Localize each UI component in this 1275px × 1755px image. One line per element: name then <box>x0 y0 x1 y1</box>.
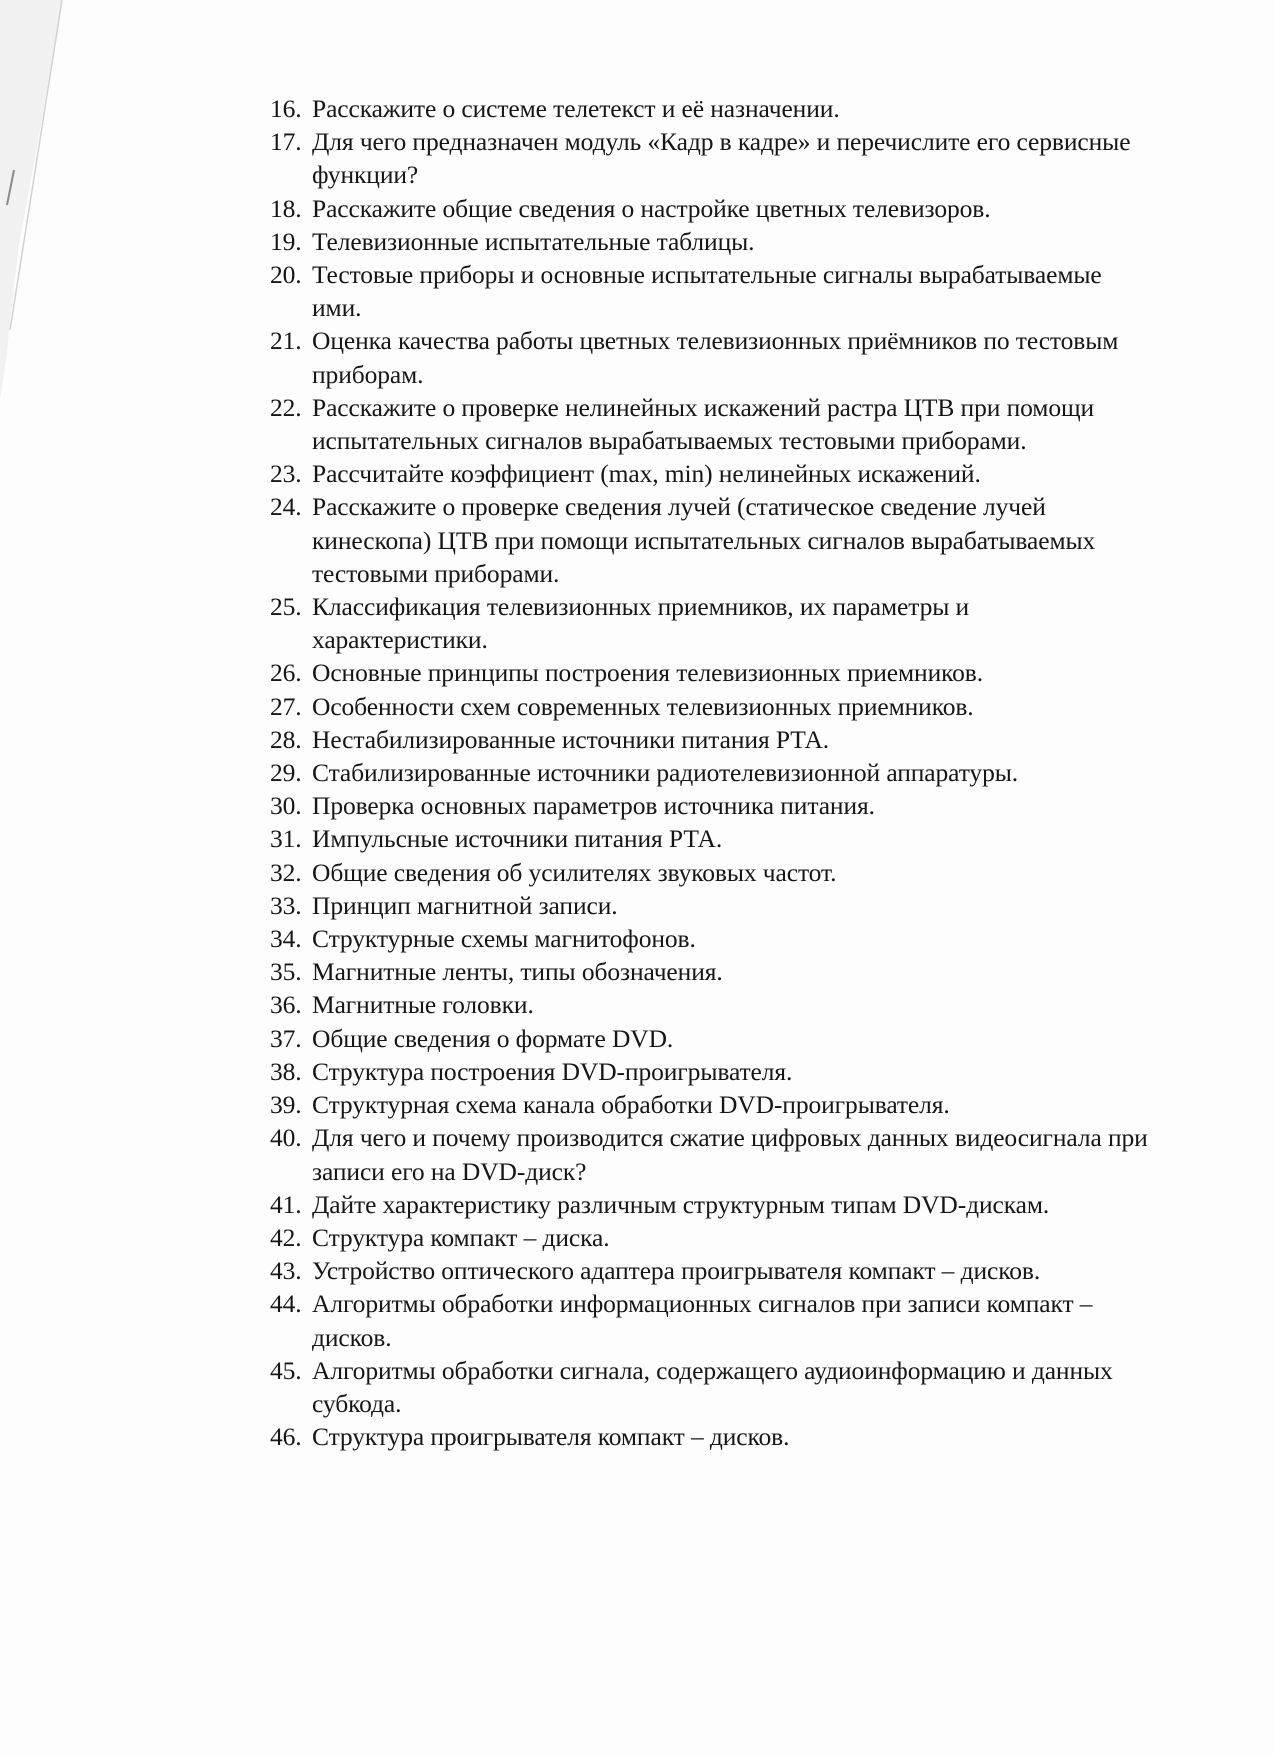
question-text: Нестабилизированные источники питания РТА. <box>312 724 830 754</box>
question-text: Расскажите о системе телетекст и её назначении. <box>312 94 840 123</box>
question-number: 18. <box>270 193 302 223</box>
question-text: Общие сведения о формате DVD. <box>312 1023 674 1053</box>
question-item <box>270 955 1150 988</box>
question-number: 33. <box>270 890 302 920</box>
question-item <box>270 125 1150 191</box>
question-text: Алгоритмы обработки информационных сигналов при записи компакт – дисков. <box>312 1289 1093 1352</box>
question-number: 31. <box>270 824 302 854</box>
question-text: Для чего и почему производится сжатие цифровых данных видеосигнала при записи его на DVD-диск? <box>312 1123 1148 1186</box>
question-text: Магнитные головки. <box>312 990 534 1020</box>
question-item <box>270 92 1150 125</box>
question-number: 40. <box>270 1123 302 1153</box>
question-item <box>270 789 1150 822</box>
question-text: Основные принципы построения телевизионных приемников. <box>312 658 983 688</box>
question-number: 46. <box>270 1422 302 1452</box>
question-item <box>270 1354 1150 1420</box>
question-text: Стабилизированные источники радиотелевизионной аппаратуры. <box>312 758 1019 788</box>
question-item <box>270 690 1150 723</box>
question-number: 35. <box>270 957 302 987</box>
question-number: 19. <box>270 226 302 256</box>
question-number: 43. <box>270 1256 302 1286</box>
question-item <box>270 1055 1150 1088</box>
question-number: 25. <box>270 592 302 622</box>
question-text: Структурная схема канала обработки DVD-проигрывателя. <box>312 1090 950 1120</box>
question-number: 30. <box>270 791 302 821</box>
question-text: Телевизионные испытательные таблицы. <box>312 226 755 256</box>
question-text: Общие сведения об усилителях звуковых частот. <box>312 857 837 887</box>
question-number: 34. <box>270 924 302 954</box>
question-number: 26. <box>270 658 302 688</box>
question-item <box>270 1221 1150 1254</box>
question-number: 22. <box>270 392 302 422</box>
question-item <box>270 391 1150 457</box>
scan-edge-mark <box>0 0 90 1755</box>
question-number: 44. <box>270 1289 302 1319</box>
question-text: Расскажите о проверке нелинейных искажений растра ЦТВ при помощи испытательных сигналов вырабатываемых тестовыми приборами. <box>312 392 1095 456</box>
question-item <box>270 656 1150 689</box>
question-number: 21. <box>270 326 302 356</box>
question-item <box>270 1188 1150 1221</box>
question-number: 17. <box>270 127 302 157</box>
question-text: Структура проигрывателя компакт – дисков. <box>312 1422 790 1452</box>
question-item <box>270 1287 1150 1353</box>
question-number: 39. <box>270 1090 302 1120</box>
question-text: Классификация телевизионных приемников, их параметры и характеристики. <box>312 592 970 655</box>
question-text: Принцип магнитной записи. <box>312 890 618 920</box>
question-item <box>270 192 1150 225</box>
question-text: Структура построения DVD-проигрывателя. <box>312 1056 793 1086</box>
question-text: Рассчитайте коэффициент (max, min) нелинейных искажений. <box>312 459 981 489</box>
question-text: Импульсные источники питания РТА. <box>312 824 723 854</box>
question-number: 32. <box>270 857 302 887</box>
question-number: 16. <box>270 94 302 123</box>
question-text: Дайте характеристику различным структурным типам DVD-дискам. <box>312 1189 1050 1219</box>
question-item <box>270 1088 1150 1121</box>
question-text: Особенности схем современных телевизионных приемников. <box>312 691 974 721</box>
question-text: Структурные схемы магнитофонов. <box>312 924 696 954</box>
question-item <box>270 1022 1150 1055</box>
question-number: 29. <box>270 758 302 788</box>
question-item <box>270 1420 1150 1453</box>
question-list <box>270 92 1150 1453</box>
question-number: 37. <box>270 1023 302 1053</box>
question-item <box>270 756 1150 789</box>
question-text: Магнитные ленты, типы обозначения. <box>312 957 723 987</box>
question-text: Проверка основных параметров источника питания. <box>312 791 875 821</box>
question-number: 45. <box>270 1355 302 1385</box>
question-item <box>270 889 1150 922</box>
question-item <box>270 490 1150 590</box>
question-item <box>270 822 1150 855</box>
question-number: 23. <box>270 459 302 489</box>
question-item <box>270 258 1150 324</box>
question-item <box>270 225 1150 258</box>
question-text: Расскажите о проверке сведения лучей (статическое сведение лучей кинескопа) ЦТВ при помощи испытательных сигналов вырабатываемых тестовыми приборами. <box>312 492 1096 588</box>
question-item <box>270 590 1150 656</box>
question-number: 36. <box>270 990 302 1020</box>
question-text: Устройство оптического адаптера проигрывателя компакт – дисков. <box>312 1256 1041 1286</box>
question-item <box>270 1254 1150 1287</box>
question-item <box>270 324 1150 390</box>
question-text: Расскажите общие сведения о настройке цветных телевизоров. <box>312 193 991 223</box>
question-item <box>270 723 1150 756</box>
question-text: Для чего предназначен модуль «Кадр в кадре» и перечислите его сервисные функции? <box>312 127 1131 190</box>
question-number: 38. <box>270 1056 302 1086</box>
question-text: Оценка качества работы цветных телевизионных приёмников по тестовым приборам. <box>312 326 1119 389</box>
question-text: Алгоритмы обработки сигнала, содержащего аудиоинформацию и данных субкода. <box>312 1355 1113 1418</box>
question-text: Структура компакт – диска. <box>312 1222 610 1252</box>
question-number: 41. <box>270 1189 302 1219</box>
question-item <box>270 1121 1150 1187</box>
question-item <box>270 856 1150 889</box>
question-number: 42. <box>270 1222 302 1252</box>
question-number: 24. <box>270 492 302 522</box>
question-number: 20. <box>270 260 302 290</box>
question-item <box>270 457 1150 490</box>
question-item <box>270 988 1150 1021</box>
question-item <box>270 922 1150 955</box>
question-number: 28. <box>270 724 302 754</box>
question-text: Тестовые приборы и основные испытательные сигналы вырабатываемые ими. <box>312 260 1102 323</box>
question-number: 27. <box>270 691 302 721</box>
